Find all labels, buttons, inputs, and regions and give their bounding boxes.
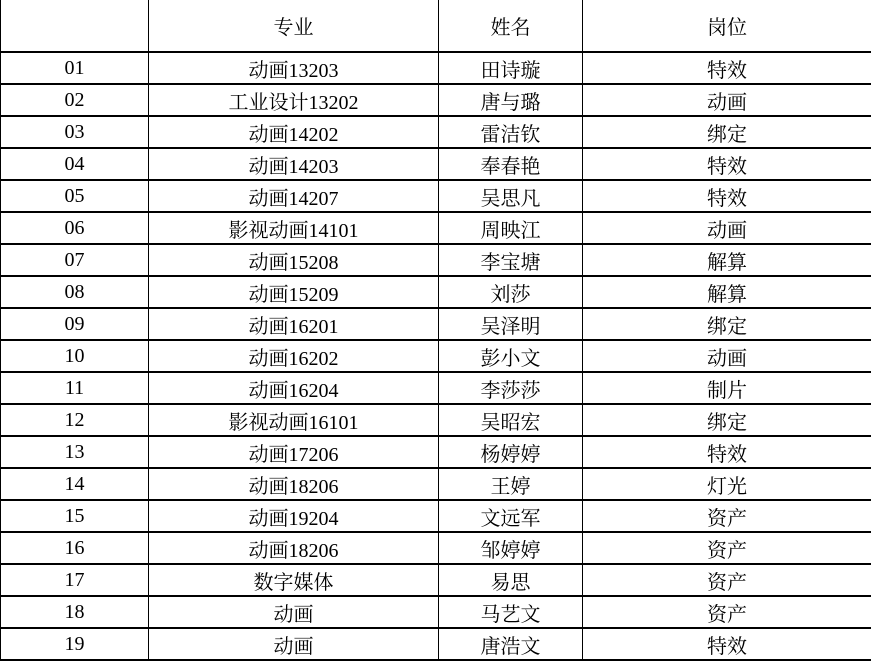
cell-position: 资产 xyxy=(583,532,871,564)
table-row xyxy=(1,276,871,308)
cell-name: 李莎莎 xyxy=(439,372,583,404)
header-row xyxy=(1,0,871,52)
table-row xyxy=(1,628,871,660)
cell-index: 02 xyxy=(1,84,149,116)
cell-index: 01 xyxy=(1,52,149,84)
cell-position: 制片 xyxy=(583,372,871,404)
cell-major: 动画16202 xyxy=(149,340,439,372)
cell-major: 动画 xyxy=(149,596,439,628)
table-row xyxy=(1,244,871,276)
cell-position: 解算 xyxy=(583,244,871,276)
table-row xyxy=(1,84,871,116)
cell-name: 吴思凡 xyxy=(439,180,583,212)
table-row xyxy=(1,500,871,532)
cell-major: 工业设计13202 xyxy=(149,84,439,116)
table-row xyxy=(1,564,871,596)
cell-position: 特效 xyxy=(583,436,871,468)
cell-name: 雷洁钦 xyxy=(439,116,583,148)
cell-index: 12 xyxy=(1,404,149,436)
cell-index: 08 xyxy=(1,276,149,308)
table-row xyxy=(1,308,871,340)
cell-major: 动画16201 xyxy=(149,308,439,340)
cell-major: 动画16204 xyxy=(149,372,439,404)
cell-index: 17 xyxy=(1,564,149,596)
column-header-index xyxy=(1,0,149,52)
cell-index: 19 xyxy=(1,628,149,660)
cell-index: 10 xyxy=(1,340,149,372)
cell-major: 动画15208 xyxy=(149,244,439,276)
cell-position: 绑定 xyxy=(583,404,871,436)
cell-position: 灯光 xyxy=(583,468,871,500)
column-header-name: 姓名 xyxy=(439,0,583,52)
cell-index: 18 xyxy=(1,596,149,628)
cell-position: 特效 xyxy=(583,148,871,180)
cell-position: 资产 xyxy=(583,596,871,628)
cell-name: 唐浩文 xyxy=(439,628,583,660)
cell-name: 周映江 xyxy=(439,212,583,244)
cell-index: 13 xyxy=(1,436,149,468)
cell-index: 15 xyxy=(1,500,149,532)
cell-position: 绑定 xyxy=(583,308,871,340)
cell-position: 动画 xyxy=(583,212,871,244)
column-header-major: 专业 xyxy=(149,0,439,52)
table-row xyxy=(1,180,871,212)
cell-major: 动画17206 xyxy=(149,436,439,468)
cell-name: 刘莎 xyxy=(439,276,583,308)
table-row xyxy=(1,212,871,244)
cell-index: 06 xyxy=(1,212,149,244)
cell-major: 动画14203 xyxy=(149,148,439,180)
cell-index: 05 xyxy=(1,180,149,212)
cell-major: 动画18206 xyxy=(149,532,439,564)
cell-position: 特效 xyxy=(583,180,871,212)
table-row xyxy=(1,468,871,500)
cell-index: 07 xyxy=(1,244,149,276)
cell-major: 数字媒体 xyxy=(149,564,439,596)
cell-name: 吴昭宏 xyxy=(439,404,583,436)
cell-name: 马艺文 xyxy=(439,596,583,628)
table-row xyxy=(1,532,871,564)
table-row xyxy=(1,148,871,180)
cell-position: 资产 xyxy=(583,564,871,596)
cell-position: 特效 xyxy=(583,52,871,84)
cell-major: 动画19204 xyxy=(149,500,439,532)
table-row xyxy=(1,436,871,468)
cell-major: 动画14207 xyxy=(149,180,439,212)
cell-index: 16 xyxy=(1,532,149,564)
cell-position: 特效 xyxy=(583,628,871,660)
cell-name: 文远军 xyxy=(439,500,583,532)
cell-name: 易思 xyxy=(439,564,583,596)
cell-major: 动画14202 xyxy=(149,116,439,148)
cell-name: 吴泽明 xyxy=(439,308,583,340)
table-row xyxy=(1,52,871,84)
column-header-position: 岗位 xyxy=(583,0,871,52)
table-body xyxy=(1,52,871,660)
cell-index: 11 xyxy=(1,372,149,404)
cell-index: 03 xyxy=(1,116,149,148)
cell-name: 邹婷婷 xyxy=(439,532,583,564)
table-row xyxy=(1,116,871,148)
cell-index: 14 xyxy=(1,468,149,500)
table-row xyxy=(1,372,871,404)
cell-major: 影视动画16101 xyxy=(149,404,439,436)
cell-position: 动画 xyxy=(583,340,871,372)
cell-name: 唐与璐 xyxy=(439,84,583,116)
cell-index: 04 xyxy=(1,148,149,180)
cell-name: 杨婷婷 xyxy=(439,436,583,468)
cell-position: 解算 xyxy=(583,276,871,308)
cell-major: 动画15209 xyxy=(149,276,439,308)
cell-name: 田诗璇 xyxy=(439,52,583,84)
cell-major: 动画13203 xyxy=(149,52,439,84)
cell-name: 彭小文 xyxy=(439,340,583,372)
cell-position: 绑定 xyxy=(583,116,871,148)
cell-index: 09 xyxy=(1,308,149,340)
cell-major: 动画 xyxy=(149,628,439,660)
cell-major: 动画18206 xyxy=(149,468,439,500)
cell-name: 王婷 xyxy=(439,468,583,500)
cell-name: 奉春艳 xyxy=(439,148,583,180)
cell-position: 动画 xyxy=(583,84,871,116)
cell-major: 影视动画14101 xyxy=(149,212,439,244)
table-row xyxy=(1,340,871,372)
cell-position: 资产 xyxy=(583,500,871,532)
table-row xyxy=(1,596,871,628)
table-row xyxy=(1,404,871,436)
cell-name: 李宝塘 xyxy=(439,244,583,276)
